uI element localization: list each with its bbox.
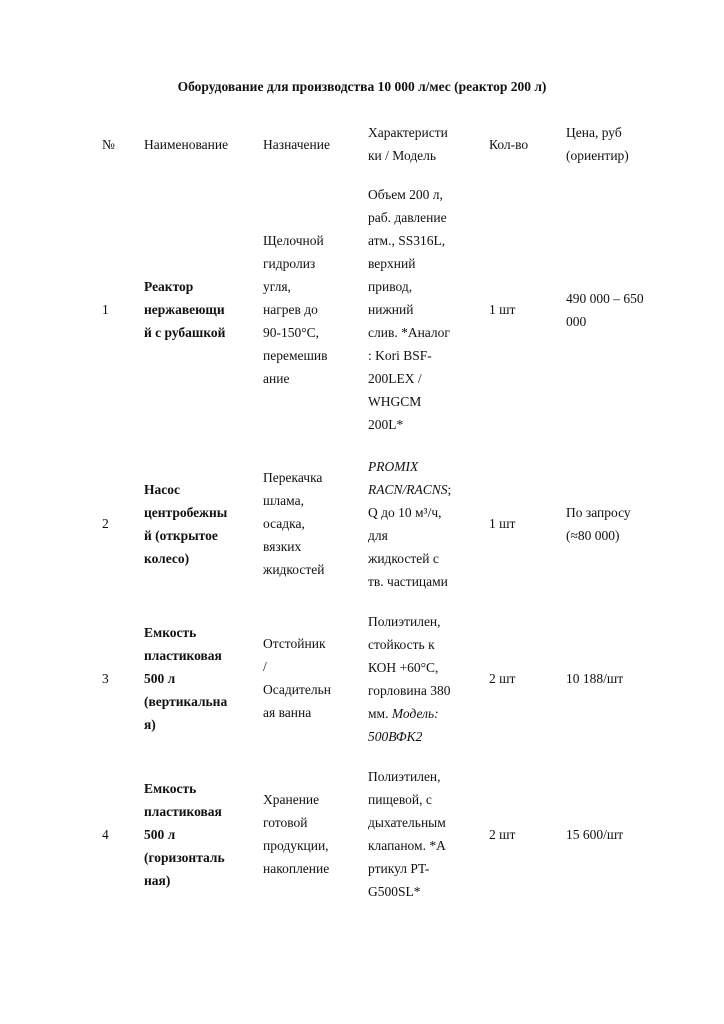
row-1-characteristics: Объем 200 л, раб. давление атм., SS316L, верхний привод, нижний слив. *Аналог : Kori BSF- 200LEX / WHGCM 200L* xyxy=(368,187,450,432)
row-3-quantity: 2 шт xyxy=(489,671,516,686)
row-3-model-name: Модель: 500ВФК2 xyxy=(368,706,439,744)
header-characteristics: Характеристи ки / Модель xyxy=(368,125,448,163)
row-2-price: По запросу (≈80 000) xyxy=(566,505,631,543)
row-4-price: 15 600/шт xyxy=(566,827,624,842)
row-1-name: Реактор нержавеющи й с рубашкой xyxy=(144,279,226,340)
row-2-purpose: Перекачка шлама, осадка, вязких жидкостей xyxy=(263,470,325,577)
row-3-name: Емкость пластиковая 500 л (вертикальна я) xyxy=(144,625,228,732)
header-price: Цена, руб (ориентир) xyxy=(566,125,629,163)
header-name: Наименование xyxy=(144,137,229,152)
row-2-characteristics xyxy=(368,455,468,593)
row-4-purpose: Хранение готовой продукции, накопление xyxy=(263,792,330,876)
row-4-name: Емкость пластиковая 500 л (горизонталь ная) xyxy=(144,781,225,888)
row-3-characteristics-text: Полиэтилен, стойкость к КОН +60°C, горловина 380 мм. xyxy=(368,614,451,721)
row-3-characteristics xyxy=(368,610,468,748)
row-3-price: 10 188/шт xyxy=(566,671,624,686)
header-quantity: Кол-во xyxy=(489,137,529,152)
row-2-characteristics-text: ; Q до 10 м³/ч, для жидкостей с тв. частицами xyxy=(368,482,452,589)
row-1-purpose: Щелочной гидролиз угля, нагрев до 90-150°C, перемешив ание xyxy=(263,233,328,386)
row-2-model-name: PROMIX RACN/RACNS xyxy=(368,459,448,497)
row-1-quantity: 1 шт xyxy=(489,302,516,317)
row-3-purpose: Отстойник / Осадительн ая ванна xyxy=(263,636,332,720)
header-number: № xyxy=(102,137,115,152)
header-purpose: Назначение xyxy=(263,137,330,152)
row-2-number: 2 xyxy=(102,516,109,531)
row-1-number: 1 xyxy=(102,302,109,317)
row-2-quantity: 1 шт xyxy=(489,516,516,531)
page-title: Оборудование для производства 10 000 л/мес (реактор 200 л) xyxy=(177,79,547,94)
row-4-characteristics: Полиэтилен, пищевой, с дыхательным клапаном. *А ртикул PT- G500SL* xyxy=(368,769,446,899)
row-3-number: 3 xyxy=(102,671,109,686)
row-1-price: 490 000 – 650 000 xyxy=(566,291,644,329)
row-4-quantity: 2 шт xyxy=(489,827,516,842)
row-4-number: 4 xyxy=(102,827,109,842)
row-2-name: Насос центробежны й (открытое колесо) xyxy=(144,482,228,566)
